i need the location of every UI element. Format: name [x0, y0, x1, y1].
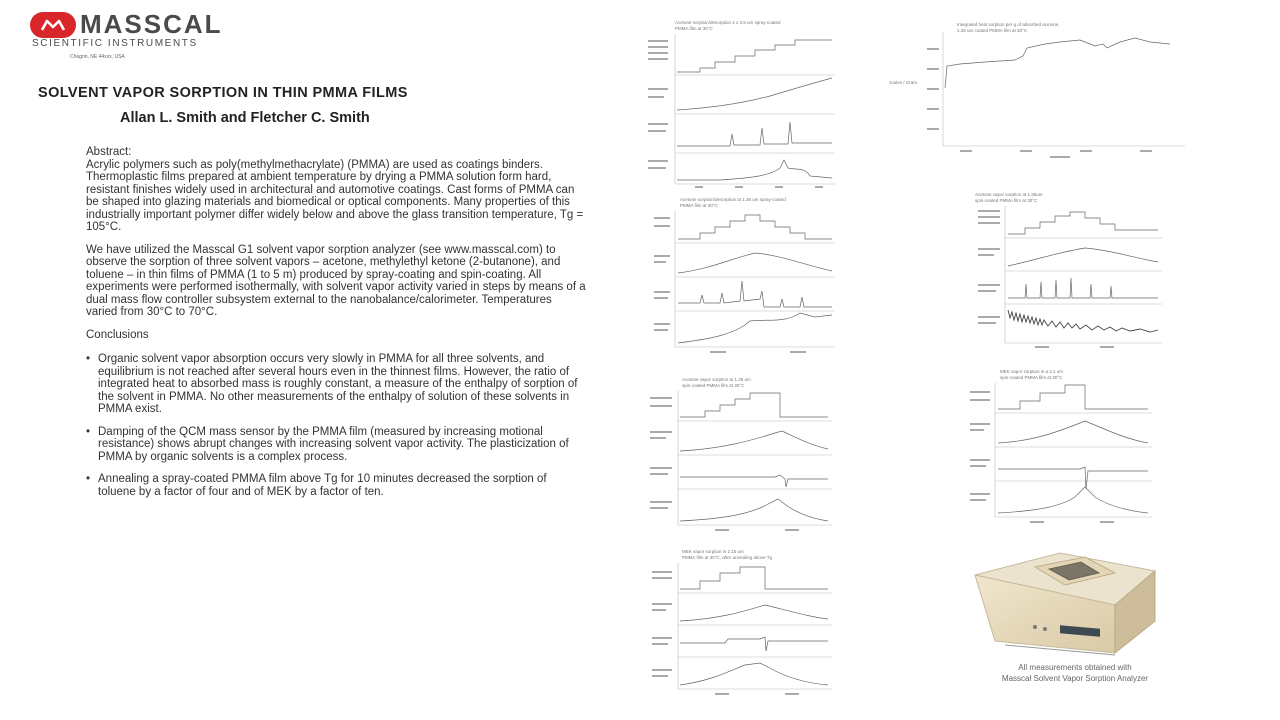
figure-5-title: Acetone vapor sorption at 1.35 um [682, 377, 751, 382]
conclusion-item: • Annealing a spray-coated PMMA film above Tg for 10 minutes decreased the sorption of toluene by a factor of four and of MEK by a factor of ten. [86, 473, 586, 498]
instrument-caption-line-1: All measurements obtained with [1018, 663, 1132, 672]
figure-integrated-heat [885, 18, 1195, 163]
instrument-caption-line-2: Masscal Solvent Vapor Sorption Analyzer [1001, 674, 1149, 683]
conclusion-item: • Organic solvent vapor absorption occurs very slowly in PMMA for all three solvents, and equilibrium is not reached after several hours even in the thinnest films. However, the ratio of integrated heat to absorbed mass is roughly constant, a measure of the enthalpy of sorption of the solvent in PMMA. No other measurements of the enthalpy of solution of these solvents in PMMA exist. [86, 353, 586, 416]
figure-7-title: MEK vapor sorption in 2.15 um [682, 549, 744, 554]
figure-1-subtitle: PMMA film at 30°C [675, 26, 713, 31]
figure-7-subtitle: PMMA film at 30°C, after annealing above Tg [682, 555, 773, 560]
figure-acetone-sorption-3 [940, 188, 1165, 358]
masscal-logo [30, 9, 245, 64]
instrument-caption [930, 662, 1220, 684]
conclusions-list [86, 353, 586, 498]
figure-6-title: MEK vapor sorption in a 2.1 um [1000, 369, 1064, 374]
figure-1-plot [620, 18, 838, 190]
poster-text [86, 146, 586, 508]
figure-acetone-sorption-1 [620, 18, 838, 190]
abstract-paragraph-1: Acrylic polymers such as poly(methylmethacrylate) (PMMA) are used as coatings binders. Thermoplastic films prepared at ambient temperature by drying a PMMA solution form hard, resistant finishes widely used in architectural and automotive coatings. Cast forms of PMMA can be shaped into glazing materials and biomedical or optical components. Many properties of this industrially important polymer differ widely below and above the glass transition temperature, Tg = 105°C. [86, 158, 584, 233]
conclusions-heading: Conclusions [86, 328, 149, 341]
figure-3-title: Acetone sorption/desorption at 1.35 um spray-coated [680, 197, 786, 202]
figure-2-ylabel: Joules / Gram [889, 80, 918, 85]
figure-6-subtitle: spin-coated PMMA film at 30°C [1000, 375, 1063, 380]
figure-acetone-sorption-4 [620, 375, 835, 535]
poster-title: SOLVENT VAPOR SORPTION IN THIN PMMA FILMS [38, 85, 408, 101]
logo-subtitle: SCIENTIFIC INSTRUMENTS [32, 38, 198, 49]
figure-3-subtitle: PMMA film at 30°C [680, 203, 718, 208]
figure-6-plot [940, 365, 1155, 530]
figure-4-plot [940, 188, 1165, 358]
instrument-photo [965, 545, 1165, 657]
figure-5-plot [620, 375, 835, 535]
figure-4-subtitle: spin-coated PMMA film at 30°C [975, 198, 1038, 203]
abstract-heading: Abstract: [86, 146, 132, 158]
abstract-paragraph-2: We have utilized the Masscal G1 solvent vapor sorption analyzer (see www.masscal.com) to observe the sorption of three solvent vapors – acetone, methylethyl ketone (2-butanone), and toluene – in thin films of PMMA (1 to 5 m) produced by spray-coating and spin-coating. All experiments were performed isothermally, with solvent vapor activity varied in steps by means of a dual mass flow controller subsystem external to the nanobalance/calorimeter. Temperatures varied from 30°C to 70°C. [86, 243, 586, 318]
conclusion-item: • Damping of the QCM mass sensor by the PMMA film (measured by increasing motional resistance) shows abrupt changes with increasing solvent vapor activity. The plasticization of PMMA by organic solvents is a complex process. [86, 426, 586, 464]
figure-3-plot [620, 195, 838, 360]
figure-acetone-sorption-2 [620, 195, 838, 360]
logo-address: Chagrin, NE 44xxx, USA [70, 54, 125, 60]
masscal-logo-icon [30, 12, 76, 38]
figure-7-plot [620, 547, 835, 702]
figure-mek-annealed [620, 547, 835, 702]
figure-2-title: Integrated heat sorption per g of absorbed acetone, [957, 22, 1060, 27]
figure-1-title: Acetone sorption/desorption 2 x 3.5 um spray-coated [675, 20, 781, 25]
figure-mek-sorption-1 [940, 365, 1155, 530]
figure-5-subtitle: spin-coated PMMA film at 30°C [682, 383, 745, 388]
figure-2-subtitle: 1.35 um coated PMMA film at 30°C [957, 28, 1028, 33]
figure-4-title: Acetone vapor sorption at 1.35um [975, 192, 1043, 197]
figure-2-line [945, 38, 1170, 88]
logo-name: MASSCAL [80, 9, 223, 39]
figure-2-plot [885, 18, 1195, 163]
poster-authors: Allan L. Smith and Fletcher C. Smith [120, 110, 370, 126]
